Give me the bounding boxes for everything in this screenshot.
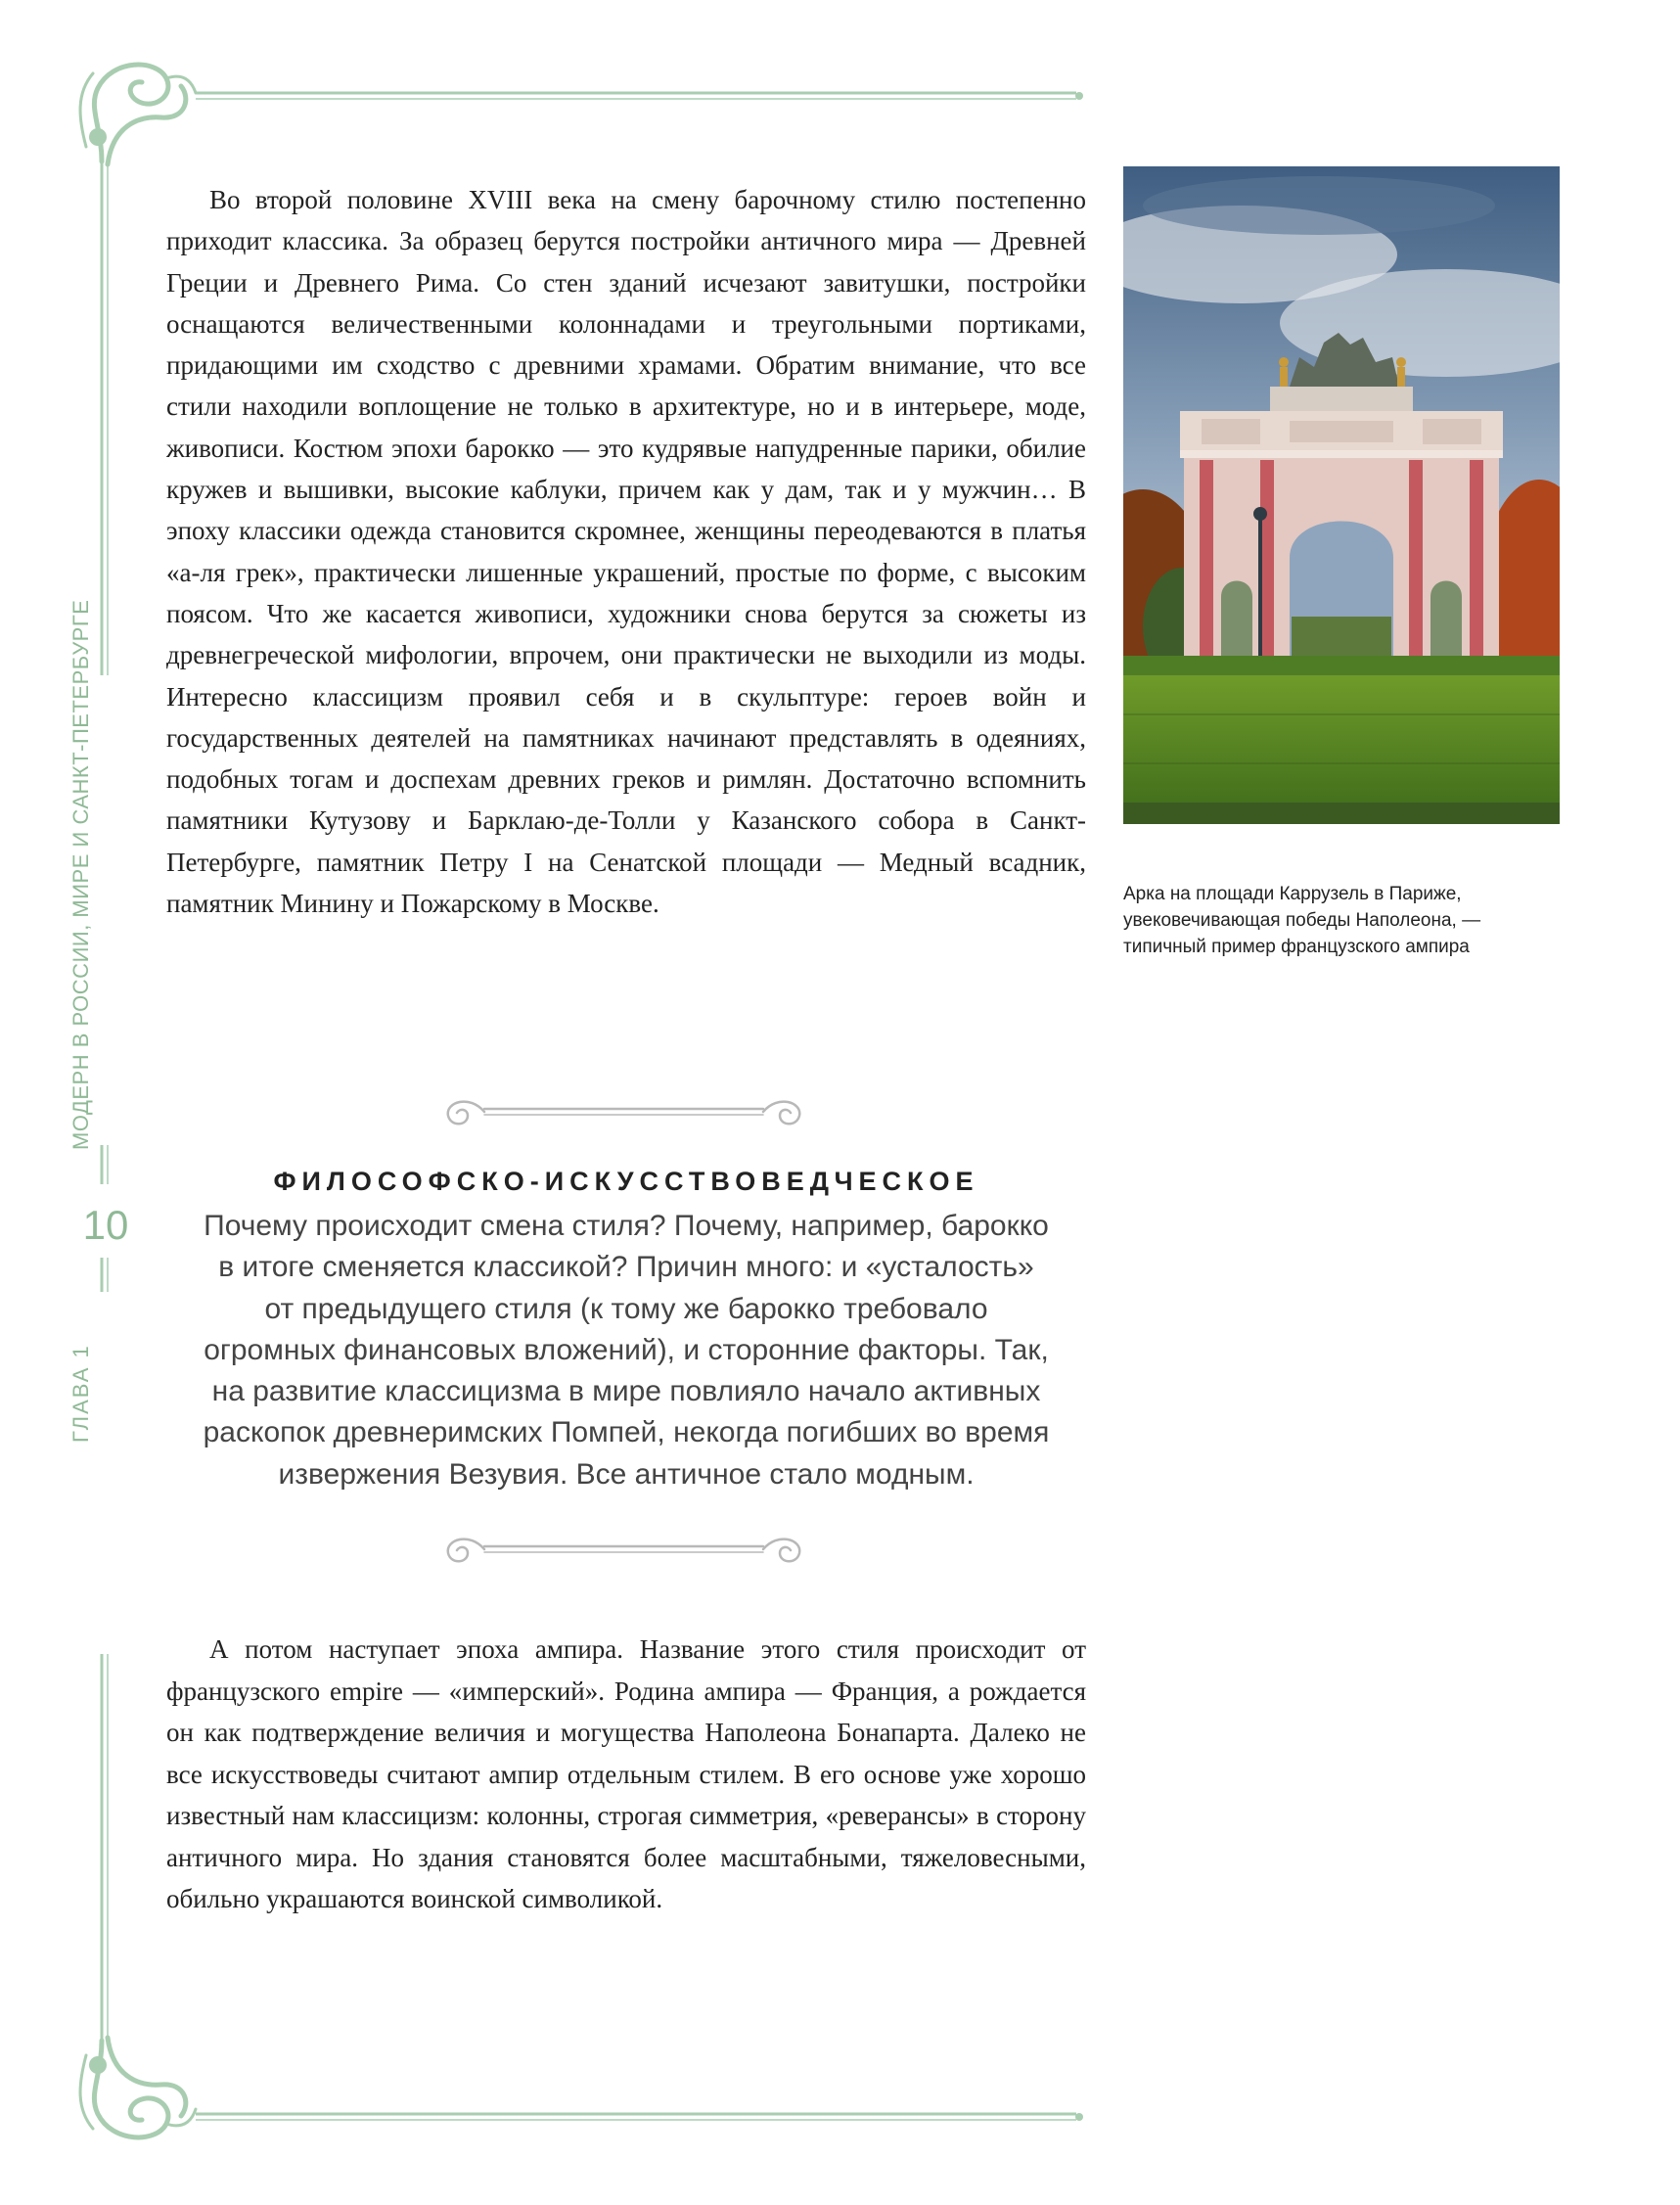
caption-line: увековечивающая победы Наполеона, — xyxy=(1123,910,1481,931)
caption-line: типичный пример французского ампира xyxy=(1123,937,1470,957)
box-line: огромных финансовых вложений), и сторонние факторы. Так, xyxy=(204,1333,1049,1366)
box-line: от предыдущего стиля (к тому же барокко требовало xyxy=(264,1292,988,1325)
box-line: извержения Везувия. Все античное стало модным. xyxy=(278,1457,975,1491)
body-paragraph-1: Во второй половине XVIII века на смену барочному стилю постепенно приходит классика. За образец берутся постройки античного мира — Древней Греции и Древнего Рима. Со стен зданий исчезают завитушки, постройки оснащаются величественными колоннадами и треугольными портиками, придающими им сходство с древними храмами. Обратим внимание, что все стили находили воплощение не только в архитектуре, но и в интерьере, моде, живописи. Костюм эпохи барокко — это кудрявые напудренные парики, обилие кружев и вышивки, высокие каблуки, причем как у дам, так и у мужчин… В эпоху классики одежда становится скромнее, женщины переодеваются в платья «а-ля грек», практически лишенные украшений, простые по форме, с высоким поясом. Что же касается живописи, художники снова берутся за сюжеты из древнегреческой мифологии, впрочем, они практически не выходили из моды. Интересно классицизм проявил себя и в скульптуре: героев войн и государственных деятелей на памятниках начинают представлять в одеяниях, подобных тогам и доспехам древних греков и римлян. Достаточно вспомнить памятники Кутузову и Барклаю-де-Толли у Казанского собора в Санкт-Петербурге, памятник Петру I на Сенатской площади — Медный всадник, памятник Минину и Пожарскому в Москве. xyxy=(166,185,1086,919)
box-text xyxy=(166,1206,1086,1495)
photo-arc-de-triomphe-du-carrousel xyxy=(1123,166,1560,824)
box-line: на развитие классицизма в мире повлияло начало активных xyxy=(211,1375,1041,1408)
bottom-rule xyxy=(196,2113,1083,2121)
divider-top-icon xyxy=(448,1102,799,1125)
body-paragraph-2: А потом наступает эпоха ампира. Название этого стиля происходит от французского empire — «имперский». Родина ампира — Франция, а рождается он как подтверждение величия и могущества Наполеона Бонапарта. Далеко не все искусствоведы считают ампир отдельным стилем. В его основе уже хорошо известный нам классицизм: колонны, строгая симметрия, «реверансы» в сторону античного мира. Но здания становятся более масштабными, тяжеловесными, обильно украшаются воинской символикой. xyxy=(166,1634,1086,1913)
running-head-chapter: ГЛАВА 1 xyxy=(68,1344,93,1443)
caption-line: Арка на площади Каррузель в Париже, xyxy=(1123,884,1462,904)
corner-ornament-top-icon xyxy=(80,65,196,164)
photo-caption xyxy=(1123,881,1560,960)
corner-ornament-bottom-icon xyxy=(80,2038,196,2137)
left-rule xyxy=(102,161,108,2041)
top-rule xyxy=(196,92,1083,100)
divider-bottom-icon xyxy=(448,1539,799,1562)
running-head-book-title: МОДЕРН В РОССИИ, МИРЕ И САНКТ-ПЕТЕРБУРГЕ xyxy=(68,599,93,1150)
page-number: 10 xyxy=(82,1202,129,1248)
box-line: раскопок древнеримских Помпей, некогда погибших во время xyxy=(203,1416,1050,1449)
box-line: Почему происходит смена стиля? Почему, например, барокко xyxy=(204,1210,1049,1242)
box-title: ФИЛОСОФСКО-ИСКУССТВОВЕДЧЕСКОЕ xyxy=(273,1167,979,1196)
box-line: в итоге сменяется классикой? Причин много: и «усталость» xyxy=(218,1251,1034,1284)
